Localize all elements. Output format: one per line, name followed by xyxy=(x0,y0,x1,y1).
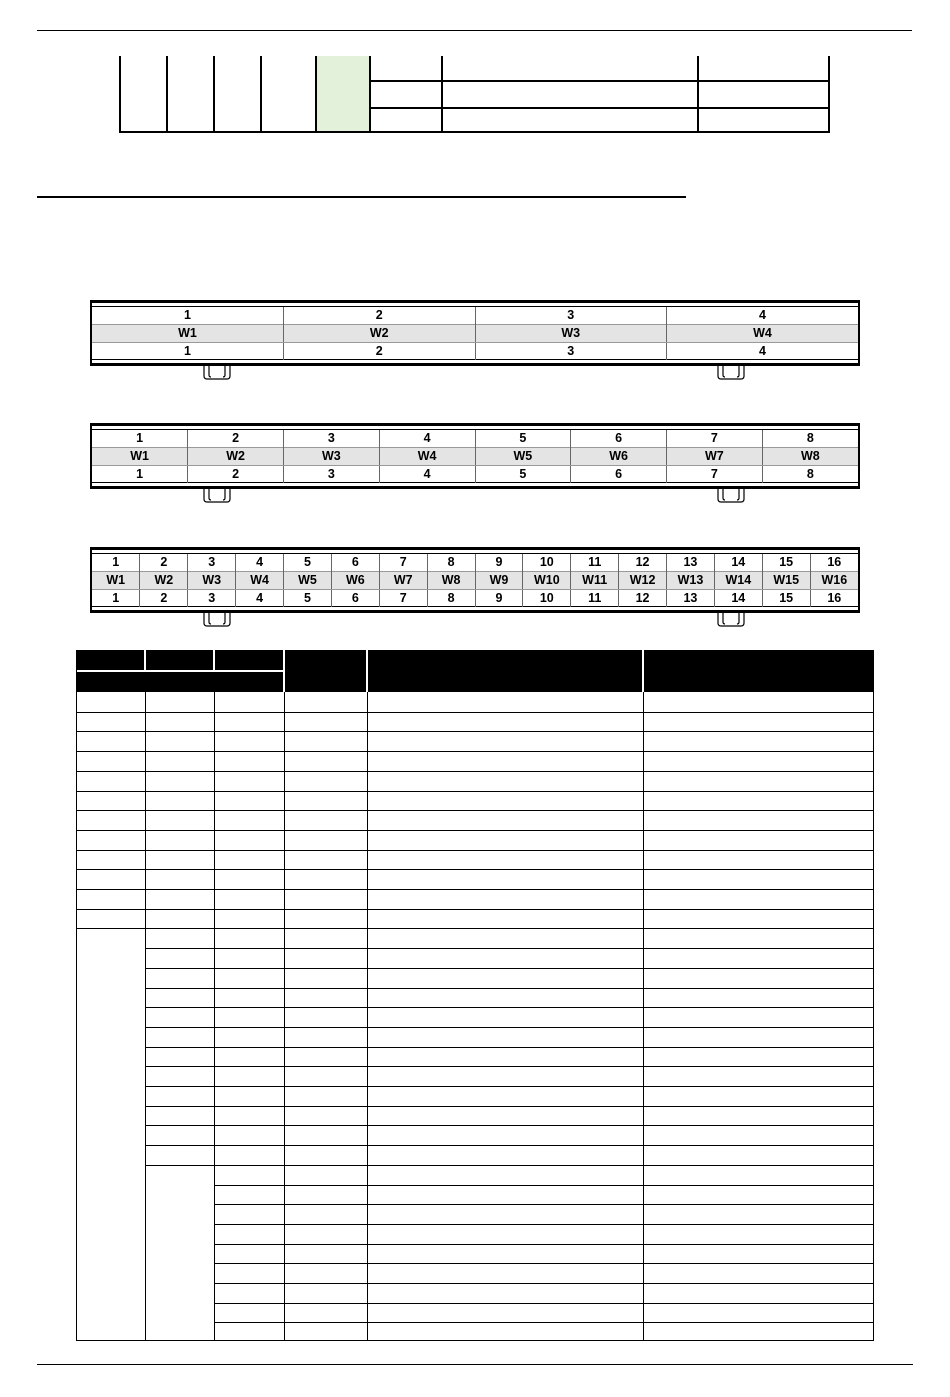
terminal-top-label: 2 xyxy=(188,430,284,448)
terminal-wire-label: W11 xyxy=(571,572,619,590)
highlight-cell xyxy=(315,56,369,133)
terminal-bottom-label: 2 xyxy=(284,343,476,361)
grid-row-line xyxy=(145,1027,874,1028)
terminal-wire-label: W14 xyxy=(714,572,762,590)
terminal-bottom-label: 4 xyxy=(667,343,859,361)
terminal-wire-label: W6 xyxy=(571,448,667,466)
terminal-wire-label: W13 xyxy=(667,572,715,590)
terminal-bottom-label: 15 xyxy=(762,590,810,608)
grid-row-line xyxy=(214,1204,874,1205)
terminal-bottom-label: 1 xyxy=(112,591,120,605)
terminal-wire-label: W8 xyxy=(762,448,858,466)
terminal-bottom-label: 16 xyxy=(810,590,858,608)
rail-clip-icon xyxy=(200,366,234,380)
terminal-top-label: 8 xyxy=(427,554,475,572)
grid-row-line xyxy=(145,1066,874,1067)
terminal-bottom-label: 3 xyxy=(284,466,380,484)
rail-clip-icon xyxy=(714,489,748,503)
rail-clip-icon xyxy=(200,489,234,503)
terminal-wire-label: W4 xyxy=(236,572,284,590)
table-header-cell xyxy=(644,650,874,692)
terminal-bottom-label: 6 xyxy=(571,466,667,484)
terminal-bottom-label: 4 xyxy=(379,466,475,484)
terminal-wire-label: W4 xyxy=(667,325,859,343)
terminal-wire-label: W2 xyxy=(284,325,476,343)
terminal-top-label: 10 xyxy=(523,554,571,572)
table-header-cell xyxy=(76,650,144,670)
terminal-strip-16 xyxy=(90,547,860,613)
grid-row-line xyxy=(145,1145,874,1146)
grid-row-line xyxy=(145,1086,874,1087)
terminal-wire-label: W4 xyxy=(379,448,475,466)
top-rule xyxy=(37,30,912,31)
terminal-bottom-label: 5 xyxy=(284,590,332,608)
terminal-top-label: 8 xyxy=(762,430,858,448)
table-header-cell xyxy=(146,650,213,670)
grid-border xyxy=(76,650,77,1341)
terminal-top-label: 1 xyxy=(136,431,144,445)
grid-border xyxy=(76,1340,874,1341)
terminal-wire-label: W9 xyxy=(475,572,523,590)
rail-clip-icon xyxy=(200,613,234,627)
fragment-table xyxy=(119,56,830,133)
terminal-wire-label: W10 xyxy=(523,572,571,590)
terminal-top-label: 11 xyxy=(571,554,619,572)
terminal-top-label: 2 xyxy=(140,554,188,572)
terminal-bottom-label: 7 xyxy=(667,466,763,484)
terminal-bottom-label: 12 xyxy=(619,590,667,608)
terminal-top-label: 12 xyxy=(619,554,667,572)
grid-row-line xyxy=(76,791,874,792)
terminal-top-label: 7 xyxy=(379,554,427,572)
terminal-top-label: 3 xyxy=(188,554,236,572)
terminal-top-label: 14 xyxy=(714,554,762,572)
terminal-top-label: 15 xyxy=(762,554,810,572)
grid-row-line xyxy=(76,928,874,929)
terminal-bottom-label: 11 xyxy=(571,590,619,608)
terminal-top-label: 5 xyxy=(284,554,332,572)
terminal-wire-label: W2 xyxy=(140,572,188,590)
grid-row-line xyxy=(214,1263,874,1264)
terminal-bottom-label: 7 xyxy=(379,590,427,608)
grid-row-line xyxy=(145,948,874,949)
grid-row-line xyxy=(214,1322,874,1323)
table-header-cell xyxy=(285,650,366,692)
grid-row-line xyxy=(76,731,874,732)
grid-row-line xyxy=(214,1283,874,1284)
terminal-top-label: 13 xyxy=(667,554,715,572)
table-header-cell xyxy=(215,650,283,670)
grid-row-line xyxy=(145,1106,874,1107)
terminal-top-label: 2 xyxy=(284,307,476,325)
terminal-wire-label: W16 xyxy=(810,572,858,590)
terminal-top-label: 9 xyxy=(475,554,523,572)
rail-clip-icon xyxy=(714,613,748,627)
terminal-bottom-label: 13 xyxy=(667,590,715,608)
terminal-top-label: 1 xyxy=(112,555,120,569)
terminal-top-label: 3 xyxy=(475,307,667,325)
grid-row-line xyxy=(76,751,874,752)
terminal-wire-label: W2 xyxy=(188,448,284,466)
terminal-wire-label: W5 xyxy=(284,572,332,590)
terminal-wire-label: W8 xyxy=(427,572,475,590)
grid-row-line xyxy=(214,1303,874,1304)
terminal-top-label: 7 xyxy=(667,430,763,448)
grid-row-line xyxy=(76,771,874,772)
terminal-bottom-label: 4 xyxy=(236,590,284,608)
terminal-top-label: 4 xyxy=(667,307,859,325)
grid-column-line xyxy=(145,692,146,1341)
terminal-bottom-label: 10 xyxy=(523,590,571,608)
terminal-bottom-label: 3 xyxy=(475,343,667,361)
terminal-wire-label: W12 xyxy=(619,572,667,590)
terminal-wire-label: W7 xyxy=(667,448,763,466)
grid-row-line xyxy=(76,909,874,910)
terminal-top-label: 4 xyxy=(236,554,284,572)
terminal-wire-label: W1 xyxy=(92,448,188,466)
terminal-top-label: 3 xyxy=(284,430,380,448)
terminal-strip-4 xyxy=(90,300,860,366)
grid-row-line xyxy=(145,1007,874,1008)
bottom-rule xyxy=(37,1364,913,1365)
grid-row-line xyxy=(145,1165,874,1166)
grid-row-line xyxy=(76,712,874,713)
table-header-cell xyxy=(76,672,283,692)
terminal-top-label: 1 xyxy=(184,308,191,322)
grid-row-line xyxy=(214,1224,874,1225)
terminal-bottom-label: 2 xyxy=(188,466,284,484)
terminal-top-label: 6 xyxy=(571,430,667,448)
grid-row-line xyxy=(145,1125,874,1126)
section-rule xyxy=(37,196,686,198)
grid-border xyxy=(873,650,874,1341)
terminal-wire-label: W3 xyxy=(475,325,667,343)
grid-row-line xyxy=(76,869,874,870)
terminal-top-label: 6 xyxy=(331,554,379,572)
terminal-wire-label: W1 xyxy=(92,572,140,590)
grid-row-line xyxy=(76,830,874,831)
terminal-bottom-label: 3 xyxy=(188,590,236,608)
terminal-strip-8 xyxy=(90,423,860,489)
terminal-wire-label: W3 xyxy=(188,572,236,590)
assignment-table xyxy=(76,650,874,1341)
terminal-bottom-label: 14 xyxy=(714,590,762,608)
terminal-bottom-label: 2 xyxy=(140,590,188,608)
grid-row-line xyxy=(145,968,874,969)
terminal-bottom-label: 1 xyxy=(184,344,191,358)
grid-row-line xyxy=(76,889,874,890)
terminal-bottom-label: 6 xyxy=(331,590,379,608)
terminal-bottom-label: 5 xyxy=(475,466,571,484)
terminal-bottom-label: 8 xyxy=(427,590,475,608)
terminal-bottom-label: 8 xyxy=(762,466,858,484)
terminal-top-label: 4 xyxy=(379,430,475,448)
terminal-top-label: 16 xyxy=(810,554,858,572)
terminal-bottom-label: 1 xyxy=(136,467,144,481)
grid-row-line xyxy=(214,1185,874,1186)
grid-row-line xyxy=(145,1047,874,1048)
rail-clip-icon xyxy=(714,366,748,380)
table-header-cell xyxy=(368,650,642,692)
grid-row-line xyxy=(76,810,874,811)
terminal-wire-label: W15 xyxy=(762,572,810,590)
terminal-wire-label: W7 xyxy=(379,572,427,590)
terminal-top-label: 5 xyxy=(475,430,571,448)
grid-row-line xyxy=(145,988,874,989)
terminal-wire-label: W5 xyxy=(475,448,571,466)
terminal-bottom-label: 9 xyxy=(475,590,523,608)
grid-row-line xyxy=(76,850,874,851)
terminal-wire-label: W1 xyxy=(92,325,284,343)
terminal-wire-label: W3 xyxy=(284,448,380,466)
terminal-wire-label: W6 xyxy=(331,572,379,590)
grid-row-line xyxy=(214,1244,874,1245)
